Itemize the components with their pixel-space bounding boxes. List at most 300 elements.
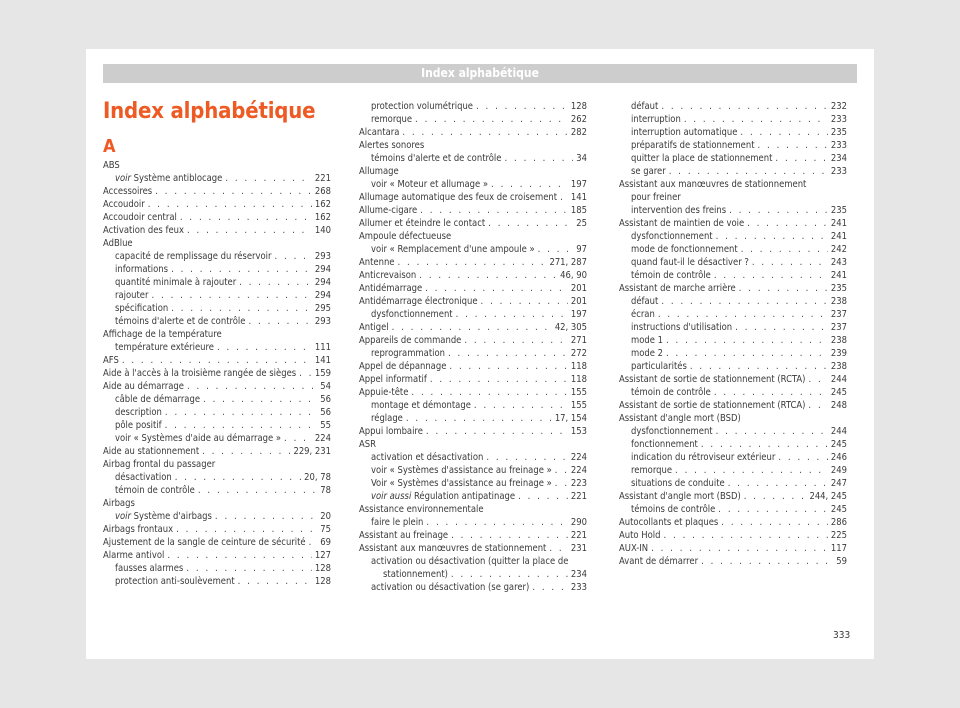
index-column-3 [619,100,847,568]
index-term-text: interruption automatique [631,127,738,138]
index-term [371,113,412,126]
index-entry [103,406,331,419]
index-term [359,191,557,204]
index-term [359,386,408,399]
page-reference: 201 [570,296,587,307]
page-reference: 201 [570,283,587,294]
page-reference: 118 [570,374,587,385]
index-term [631,451,775,464]
index-term-text: Activation des feux [103,225,184,236]
index-term [371,308,453,321]
index-entry [619,178,847,191]
dot-leader [744,490,807,503]
index-term-text: Autocollants et plaques [619,517,719,528]
index-term [631,503,715,516]
dot-leader [747,217,828,230]
page-reference: 225 [830,530,847,541]
index-entry [359,568,587,581]
index-term [631,477,725,490]
dot-leader [669,165,828,178]
page-reference: 233 [830,166,847,177]
dot-leader [167,549,312,562]
index-entry [619,139,847,152]
index-term-text: témoin de contrôle [115,485,195,496]
page-reference: 221 [570,491,587,502]
index-term-text: Anticrevaison [359,270,417,281]
index-term: pour freiner [631,192,681,203]
index-term [103,224,184,237]
index-term-text: se garer [631,166,666,177]
index-term-text: Appuie-tête [359,387,409,398]
index-term-text: Assistant au freinage [359,530,449,541]
index-term [631,425,713,438]
index-term-text: Appui lombaire [359,426,423,437]
dot-leader [716,425,828,438]
index-term-text: Accoudoir [103,199,145,210]
page-reference: 237 [830,322,847,333]
index-term-text: mode 1 [631,335,663,346]
index-entry [619,542,847,555]
dot-leader [122,354,312,367]
index-term [631,100,658,113]
dot-leader [555,477,568,490]
index-term [631,308,655,321]
index-entry [359,542,587,555]
page-reference: 17, 154 [554,413,587,424]
section-letter: A [103,136,116,157]
index-entry [619,425,847,438]
index-term-text: voir « Systèmes d'aide au démarrage » [115,433,282,444]
index-term [103,367,296,380]
index-term [103,445,199,458]
index-term [371,477,552,490]
page-reference: 233 [830,114,847,125]
page-reference: 224 [570,465,587,476]
index-term [631,347,663,360]
index-entry [619,438,847,451]
index-term [115,393,200,406]
page-reference: 246 [830,452,847,463]
index-entry [359,256,587,269]
index-entry [103,471,331,484]
index-term [631,204,726,217]
dot-leader [215,510,317,523]
page-reference: 294 [314,264,331,275]
dot-leader [778,451,828,464]
index-term [115,315,245,328]
page-reference: 46, 90 [560,270,587,281]
index-term-text: Antigel [359,322,389,333]
dot-leader [198,484,317,497]
index-term-text: réglage [371,413,403,424]
dot-leader [187,380,317,393]
page-reference: 245 [830,504,847,515]
index-term [359,542,546,555]
index-term [631,334,663,347]
index-term-text: Appel informatif [359,374,427,385]
dot-leader [420,204,568,217]
index-term [115,562,183,575]
index-entry [103,419,331,432]
index-term: Assistance environnementale [359,504,484,515]
index-term [359,334,461,347]
index-term: Airbags [103,498,135,509]
index-entry [359,451,587,464]
index-term: Ampoule défectueuse [359,231,452,242]
index-entry [103,484,331,497]
page-reference: 233 [570,582,587,593]
dot-leader [728,477,828,490]
page-reference: 232 [830,101,847,112]
page-reference: 69 [320,537,331,548]
dot-leader [217,341,312,354]
page-reference: 244 [830,426,847,437]
index-entry [103,172,331,185]
index-term [631,113,681,126]
index-term-text: témoins de contrôle [631,504,716,515]
index-entry [359,555,587,568]
index-term [619,282,736,295]
dot-leader [239,276,312,289]
index-term-text: Antidémarrage électronique [359,296,478,307]
dot-leader [661,295,828,308]
dot-leader [690,360,828,373]
page-reference: 56 [320,407,331,418]
index-term: AdBlue [103,238,133,249]
index-entry [103,224,331,237]
dot-leader [808,399,827,412]
dot-leader [675,464,828,477]
dot-leader [518,490,568,503]
index-term [371,243,535,256]
dot-leader [481,295,568,308]
dot-leader [651,542,828,555]
page-reference: 286 [830,517,847,528]
index-entry [359,464,587,477]
page-reference: 75 [320,524,331,535]
dot-leader [714,269,828,282]
index-entry [359,399,587,412]
index-entry [103,211,331,224]
dot-leader [701,555,833,568]
index-entry [619,412,847,425]
page-number: 333 [833,630,851,641]
page-title: Index alphabétique [103,99,316,124]
index-term [115,484,195,497]
index-entry [359,373,587,386]
page-reference: 247 [830,478,847,489]
index-term [115,250,271,263]
index-term [619,542,648,555]
index-term-text: témoin de contrôle [631,270,711,281]
page-reference: 272 [570,348,587,359]
page-reference: 162 [314,212,331,223]
index-term-text: Aide au stationnement [103,446,200,457]
index-term [359,269,416,282]
index-term-text: protection anti-soulèvement [115,576,235,587]
index-entry [619,282,847,295]
dot-leader [402,126,568,139]
index-term [619,217,744,230]
dot-leader [284,432,312,445]
see-reference: voir [115,173,131,184]
index-term-text: interruption [631,114,681,125]
page-reference: 153 [570,426,587,437]
dot-leader [411,386,567,399]
index-term: activation ou désactivation (quitter la place de [371,556,569,567]
index-term-text: Aide au démarrage [103,381,184,392]
index-term-text: intervention des freins [631,205,727,216]
index-term-text: reprogrammation [371,348,445,359]
dot-leader [663,529,827,542]
index-term [359,256,395,269]
dot-leader [775,152,827,165]
dot-leader [555,464,568,477]
dot-leader [171,302,312,315]
index-entry [359,295,587,308]
index-entry [359,100,587,113]
index-entry [103,198,331,211]
dot-leader [504,152,573,165]
index-entry [619,100,847,113]
index-term: Assistant d'angle mort (BSD) [619,413,741,424]
index-term-text: Système antiblocage [130,173,223,184]
dot-leader [451,568,568,581]
dot-leader [684,113,828,126]
index-entry [619,516,847,529]
index-entry [359,503,587,516]
page-reference: 262 [570,114,587,125]
dot-leader [415,113,568,126]
dot-leader [658,308,828,321]
dot-leader [758,139,828,152]
index-term [371,178,488,191]
page-reference: 59 [836,556,847,567]
page-reference: 141 [314,355,331,366]
index-entry [103,237,331,250]
index-term [115,432,281,445]
index-term-text: informations [115,264,169,275]
index-term-text: rajouter [115,290,149,301]
index-entry [103,289,331,302]
page-reference: 234 [570,569,587,580]
index-entry [103,367,331,380]
dot-leader [716,230,828,243]
page-reference: 271 [570,335,587,346]
index-term-text: activation ou désactivation (se garer) [371,582,530,593]
index-entry [359,516,587,529]
index-entry [619,165,847,178]
index-term-text: Accoudoir central [103,212,177,223]
index-entry [103,276,331,289]
index-term-text: préparatifs de stationnement [631,140,755,151]
dot-leader [456,308,568,321]
index-term [619,490,741,503]
index-term [115,575,235,588]
index-entry [359,204,587,217]
index-term [115,302,168,315]
index-term-text: Assistant de sortie de stationnement (RCTA) [619,374,806,385]
page-reference: 235 [830,205,847,216]
dot-leader [560,191,568,204]
index-entry [359,334,587,347]
index-term-text: activation et désactivation [371,452,484,463]
index-entry [359,230,587,243]
page-reference: 34 [576,153,587,164]
page-reference: 155 [570,400,587,411]
dot-leader [274,250,311,263]
dot-leader [714,386,828,399]
index-term [359,126,399,139]
index-term-text: AFS [103,355,119,366]
page-reference: 97 [576,244,587,255]
dot-leader [151,289,311,302]
index-term-text: Appel de dépannage [359,361,447,372]
dot-leader [392,321,552,334]
index-entry [619,204,847,217]
index-entry [103,497,331,510]
index-column-2 [359,100,587,594]
index-term: Allumage [359,166,399,177]
page-reference: 20 [320,511,331,522]
index-entry [619,321,847,334]
index-term-text: particularités [631,361,687,372]
index-term-text: désactivation [115,472,172,483]
index-term [359,295,478,308]
dot-leader [740,126,827,139]
dot-leader [299,367,312,380]
dot-leader [175,471,301,484]
dot-leader [729,204,828,217]
index-entry [359,438,587,451]
index-term [371,412,403,425]
dot-leader [155,185,312,198]
index-term [383,568,448,581]
page-reference: 54 [320,381,331,392]
dot-leader [752,256,828,269]
index-term-text: voir « Remplacement d'une ampoule » [371,244,535,255]
index-term-text: description [115,407,162,418]
page-reference: 111 [314,342,331,353]
dot-leader [430,373,568,386]
index-entry [359,477,587,490]
page-reference: 20, 78 [304,472,331,483]
index-term [371,581,529,594]
index-entry [359,243,587,256]
index-entry [619,464,847,477]
page-reference: 197 [570,179,587,190]
dot-leader [398,256,547,269]
page-reference: 223 [570,478,587,489]
index-entry [619,152,847,165]
index-term [359,529,448,542]
index-entry [619,451,847,464]
index-term [359,373,427,386]
index-entry [619,555,847,568]
page-reference: 238 [830,335,847,346]
dot-leader [741,243,828,256]
index-entry [103,263,331,276]
index-term-text: défaut [631,101,659,112]
index-term [359,360,446,373]
index-term-text: Régulation antipatinage [411,491,516,502]
dot-leader [202,445,290,458]
index-term-text: quitter la place de stationnement [631,153,773,164]
index-term [115,471,172,484]
index-entry [619,243,847,256]
dot-leader [721,516,828,529]
page-reference: 234 [830,153,847,164]
page-reference: 221 [314,173,331,184]
index-entry [359,529,587,542]
index-term-text: Alarme antivol [103,550,165,561]
page-reference: 235 [830,283,847,294]
index-term-text: Voir « Systèmes d'assistance au freinage » [371,478,552,489]
page-reference: 295 [314,303,331,314]
index-entry [619,503,847,516]
dot-leader [451,529,568,542]
index-entry [619,256,847,269]
index-entry [619,113,847,126]
dot-leader [491,178,568,191]
index-term [115,510,212,523]
dot-leader [735,321,828,334]
dot-leader [666,347,828,360]
index-term [103,380,184,393]
index-term-text: spécification [115,303,169,314]
index-entry [359,217,587,230]
index-entry [619,399,847,412]
page-reference: 117 [830,543,847,554]
index-term: Assistant aux manœuvres de stationnement [619,179,807,190]
index-term-text: AUX-IN [619,543,649,554]
index-entry [359,178,587,191]
dot-leader [171,263,312,276]
index-entry [103,185,331,198]
page-reference: 162 [314,199,331,210]
index-term [359,321,389,334]
page-reference: 78 [320,485,331,496]
page-reference: 224 [314,433,331,444]
index-entry [619,347,847,360]
index-term [359,282,422,295]
page-reference: 290 [570,517,587,528]
index-term-text: fonctionnement [631,439,698,450]
dot-leader [425,282,568,295]
index-entry [619,490,847,503]
index-term [115,419,162,432]
page-reference: 141 [570,192,587,203]
index-term [371,451,483,464]
dot-leader [225,172,312,185]
index-term-text: Alcantara [359,127,400,138]
index-term [371,347,445,360]
page-reference: 245 [830,387,847,398]
index-term-text: voir « Moteur et allumage » [371,179,489,190]
index-term [103,536,306,549]
dot-leader [718,503,828,516]
page-reference: 128 [314,576,331,587]
index-entry [359,152,587,165]
index-entry [103,159,331,172]
dot-leader [248,315,311,328]
page-reference: 243 [830,257,847,268]
index-term [103,549,164,562]
index-entry [103,536,331,549]
index-entry [359,282,587,295]
index-term-text: écran [631,309,655,320]
index-term-text: Antenne [359,257,395,268]
